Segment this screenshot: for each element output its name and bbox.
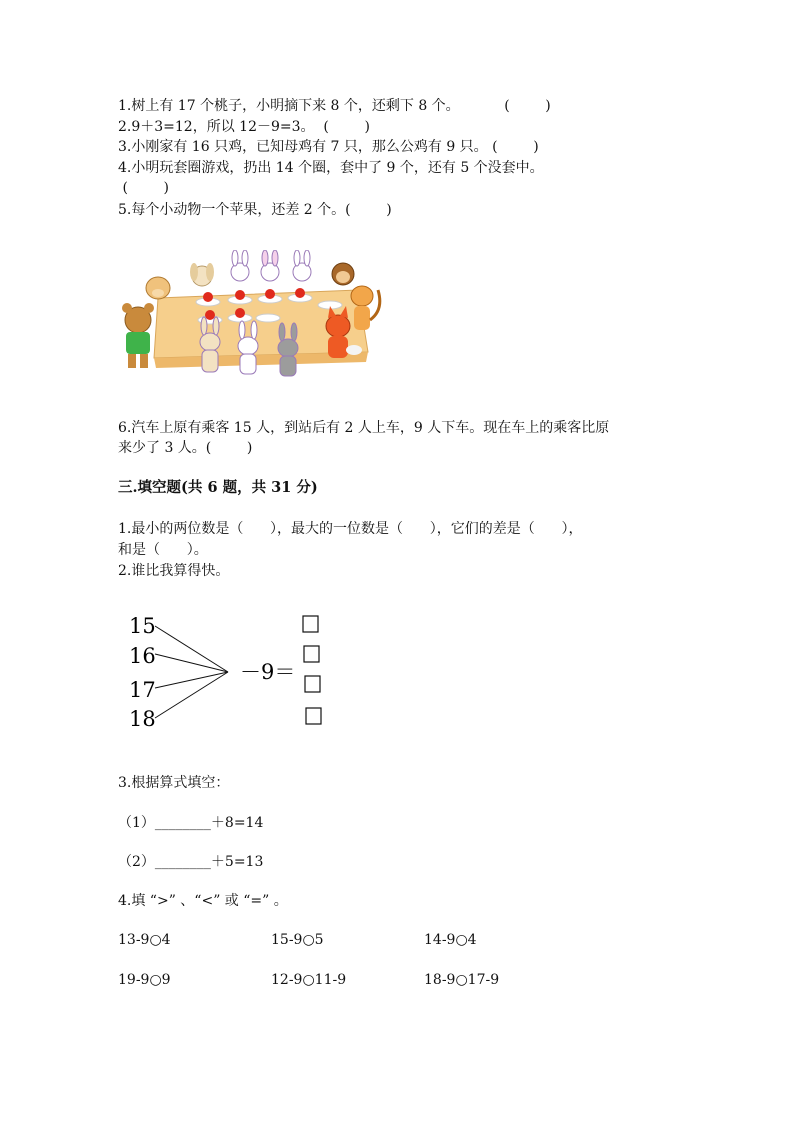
diagram-number: 18	[129, 707, 156, 731]
fill-q3: 3.根据算式填空：	[118, 775, 230, 791]
judgement-q1: 1.树上有 17 个桃子，小明摘下来 8 个，还剩下 8 个。 ( )	[118, 98, 551, 114]
judgement-q3: 3.小刚家有 16 只鸡，已知母鸡有 7 只，那么公鸡有 9 只。 ( )	[118, 139, 539, 155]
compare-item: 15-9○5	[271, 932, 324, 948]
diagram-lines	[155, 626, 228, 718]
answer-box[interactable]	[305, 676, 320, 692]
fill-q3-1: （1）________＋8=14	[118, 815, 264, 831]
answer-box[interactable]	[306, 708, 321, 724]
subtraction-diagram	[125, 606, 345, 734]
fill-q1-line2: 和是（ ）。	[118, 542, 208, 558]
judgement-q4-line2: ( )	[118, 180, 169, 196]
compare-item: 13-9○4	[118, 932, 171, 948]
animals-table-illustration	[118, 250, 386, 380]
judgement-q5: 5.每个小动物一个苹果，还差 2 个。( )	[118, 202, 392, 218]
compare-item: 18-9○17-9	[424, 972, 500, 988]
fill-q3-2: （2）________＋5=13	[118, 854, 264, 870]
fill-q2: 2.谁比我算得快。	[118, 563, 230, 579]
fill-q4: 4.填 “>” 、“<” 或 “=” 。	[118, 893, 288, 909]
diagram-number: 15	[129, 614, 156, 638]
compare-item: 14-9○4	[424, 932, 477, 948]
judgement-q2: 2.9＋3=12，所以 12－9=3。 ( )	[118, 119, 370, 135]
compare-item: 19-9○9	[118, 972, 171, 988]
compare-item: 12-9○11-9	[271, 972, 347, 988]
answer-box[interactable]	[303, 616, 318, 632]
diagram-number: 17	[129, 678, 156, 702]
fill-q1-line1: 1.最小的两位数是（ ），最大的一位数是（ ），它们的差是（ ），	[118, 521, 583, 537]
judgement-q6-line1: 6.汽车上原有乘客 15 人，到站后有 2 人上车，9 人下车。现在车上的乘客比原	[118, 420, 610, 436]
diagram-number: 16	[129, 644, 156, 668]
judgement-q6-line2: 来少了 3 人。( )	[118, 440, 253, 456]
diagram-operator: －9＝	[240, 660, 296, 684]
answer-box[interactable]	[304, 646, 319, 662]
judgement-q4-line1: 4.小明玩套圈游戏，扔出 14 个圈，套中了 9 个，还有 5 个没套中。	[118, 160, 544, 176]
section-title: 三.填空题(共 6 题，共 31 分)	[118, 479, 318, 496]
